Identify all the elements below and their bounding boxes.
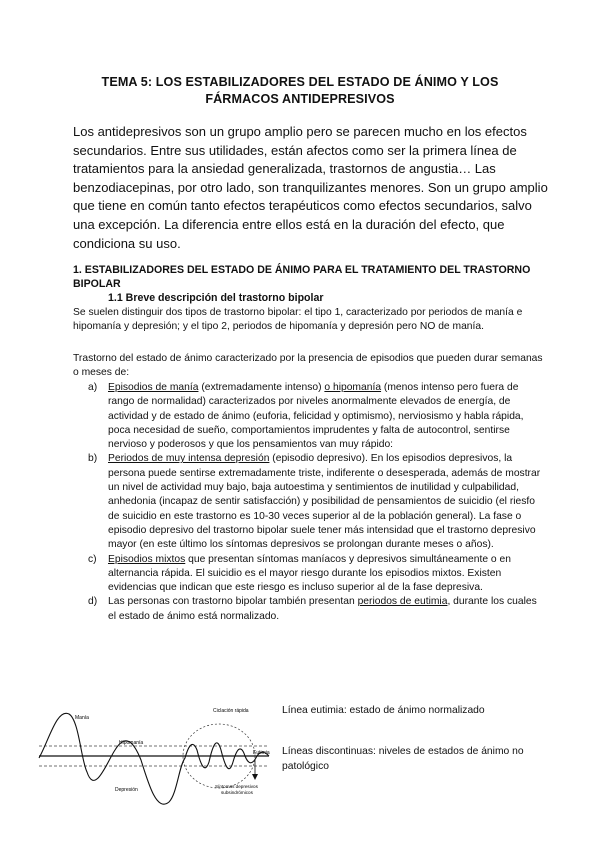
list-item-eutimia: d) Las personas con trastorno bipolar también presentan periodos de eutimia, durante los cuales el estado de ánimo está normalizado. — [88, 596, 537, 622]
bipolar-types-paragraph: Se suelen distinguir dos tipos de trastorno bipolar: el tipo 1, caracterizado por periodos de manía e hipomanía y depresión; y el tipo 2, periodos de hipomanía y depresión pero NO de manía. — [73, 307, 523, 333]
list-label: c) — [88, 553, 97, 565]
side-note-eutimia: Línea eutimia: estado de ánimo normalizado — [282, 705, 485, 716]
episodes-list — [73, 381, 543, 624]
title-line-1: TEMA 5: LOS ESTABILIZADORES DEL ESTADO DE ÁNIMO Y LOS — [101, 75, 499, 89]
arrow-head — [252, 774, 258, 780]
side-note-discontinuas: Líneas discontinuas: niveles de estados de ánimo no patológico — [282, 746, 524, 772]
title-line-2: FÁRMACOS ANTIDEPRESIVOS — [205, 92, 395, 106]
document-title — [60, 74, 540, 108]
list-item-mixtos: c) Episodios mixtos que presentan síntomas maníacos y depresivos simultáneamente o en alternancia rápida. El suicidio es el mayor riesgo durante los episodios mixtos. Existen evidencias que indican que este riesgo es incluso superior al de la fase depresiva. — [88, 553, 511, 594]
section-1-heading: 1. ESTABILIZADORES DEL ESTADO DE ÁNIMO PARA EL TRATAMIENTO DEL TRASTORNO BIPOLAR — [73, 264, 531, 290]
label-hipomania: Hipomanía — [119, 740, 144, 746]
label-mania: Manía — [75, 715, 89, 721]
list-item-mania: a) Episodios de manía (extremadamente intenso) o hipomanía (menos intenso pero fuera de rango de normalidad) caracterizados por niveles anormalmente elevados de energía, de actividad y de estado de ánimo (euforia, felicidad y optimismo), nerviosismo y habla rápida, poca necesidad de sueño, comportamientos imprudentes y falta de autocontrol, sentirse nervioso y poderosos y que los pensamientos van muy rápido: — [88, 382, 524, 451]
list-label: b) — [88, 453, 98, 465]
list-label: d) — [88, 596, 98, 608]
label-eutimia: Eutimia — [253, 750, 270, 756]
list-label: a) — [88, 382, 98, 393]
mood-cycle-figure — [37, 700, 273, 820]
section-1-1-heading: 1.1 Breve descripción del trastorno bipolar — [108, 292, 324, 304]
label-depresion: Depresión — [115, 787, 138, 793]
intro-paragraph: Los antidepresivos son un grupo amplio pero se parecen mucho en los efectos secundarios. Entre sus utilidades, están afectos como ser la primera línea de tratamientos para la ansiedad generalizada, trastornos de angustia… Las benzodiacepinas, por otro lado, son tranquilizantes menores. Son un grupo amplio que tiene en común tanto efectos terapéuticos como efectos secundarios, salvo una excepción. La diferencia entre ellos está en la duración del efecto, que condiciona su uso. — [73, 124, 548, 251]
label-sintomas-1: Síntomas depresivos — [215, 784, 258, 789]
label-sintomas-2: subsindrómicos — [221, 790, 253, 795]
bipolar-definition-paragraph: Trastorno del estado de ánimo caracterizado por la presencia de episodios que pueden durar semanas o meses de: — [73, 353, 543, 379]
list-item-depresion: b) Periodos de muy intensa depresión (episodio depresivo). En los episodios depresivos, la persona puede sentirse extremadamente triste, indiferente o desesperada, además de mostrar un nivel de actividad muy bajo, baja autoestima y sentimientos de inutilidad y culpabilidad, anhedonia (incapaz de sentir satisfacción) y posibilidad de pensamientos de suicidio (el riesfo de suicidio en este trastorno es 10-30 veces superior al de la población general). La fase o episodio depresivo del trastorno bipolar suele tener más intensidad que el trastorno depresivo mayor (en este último los síntomas depresivos se prolongan durante meses o años). — [88, 453, 541, 551]
label-ciclacion: Ciclación rápida — [213, 708, 249, 714]
